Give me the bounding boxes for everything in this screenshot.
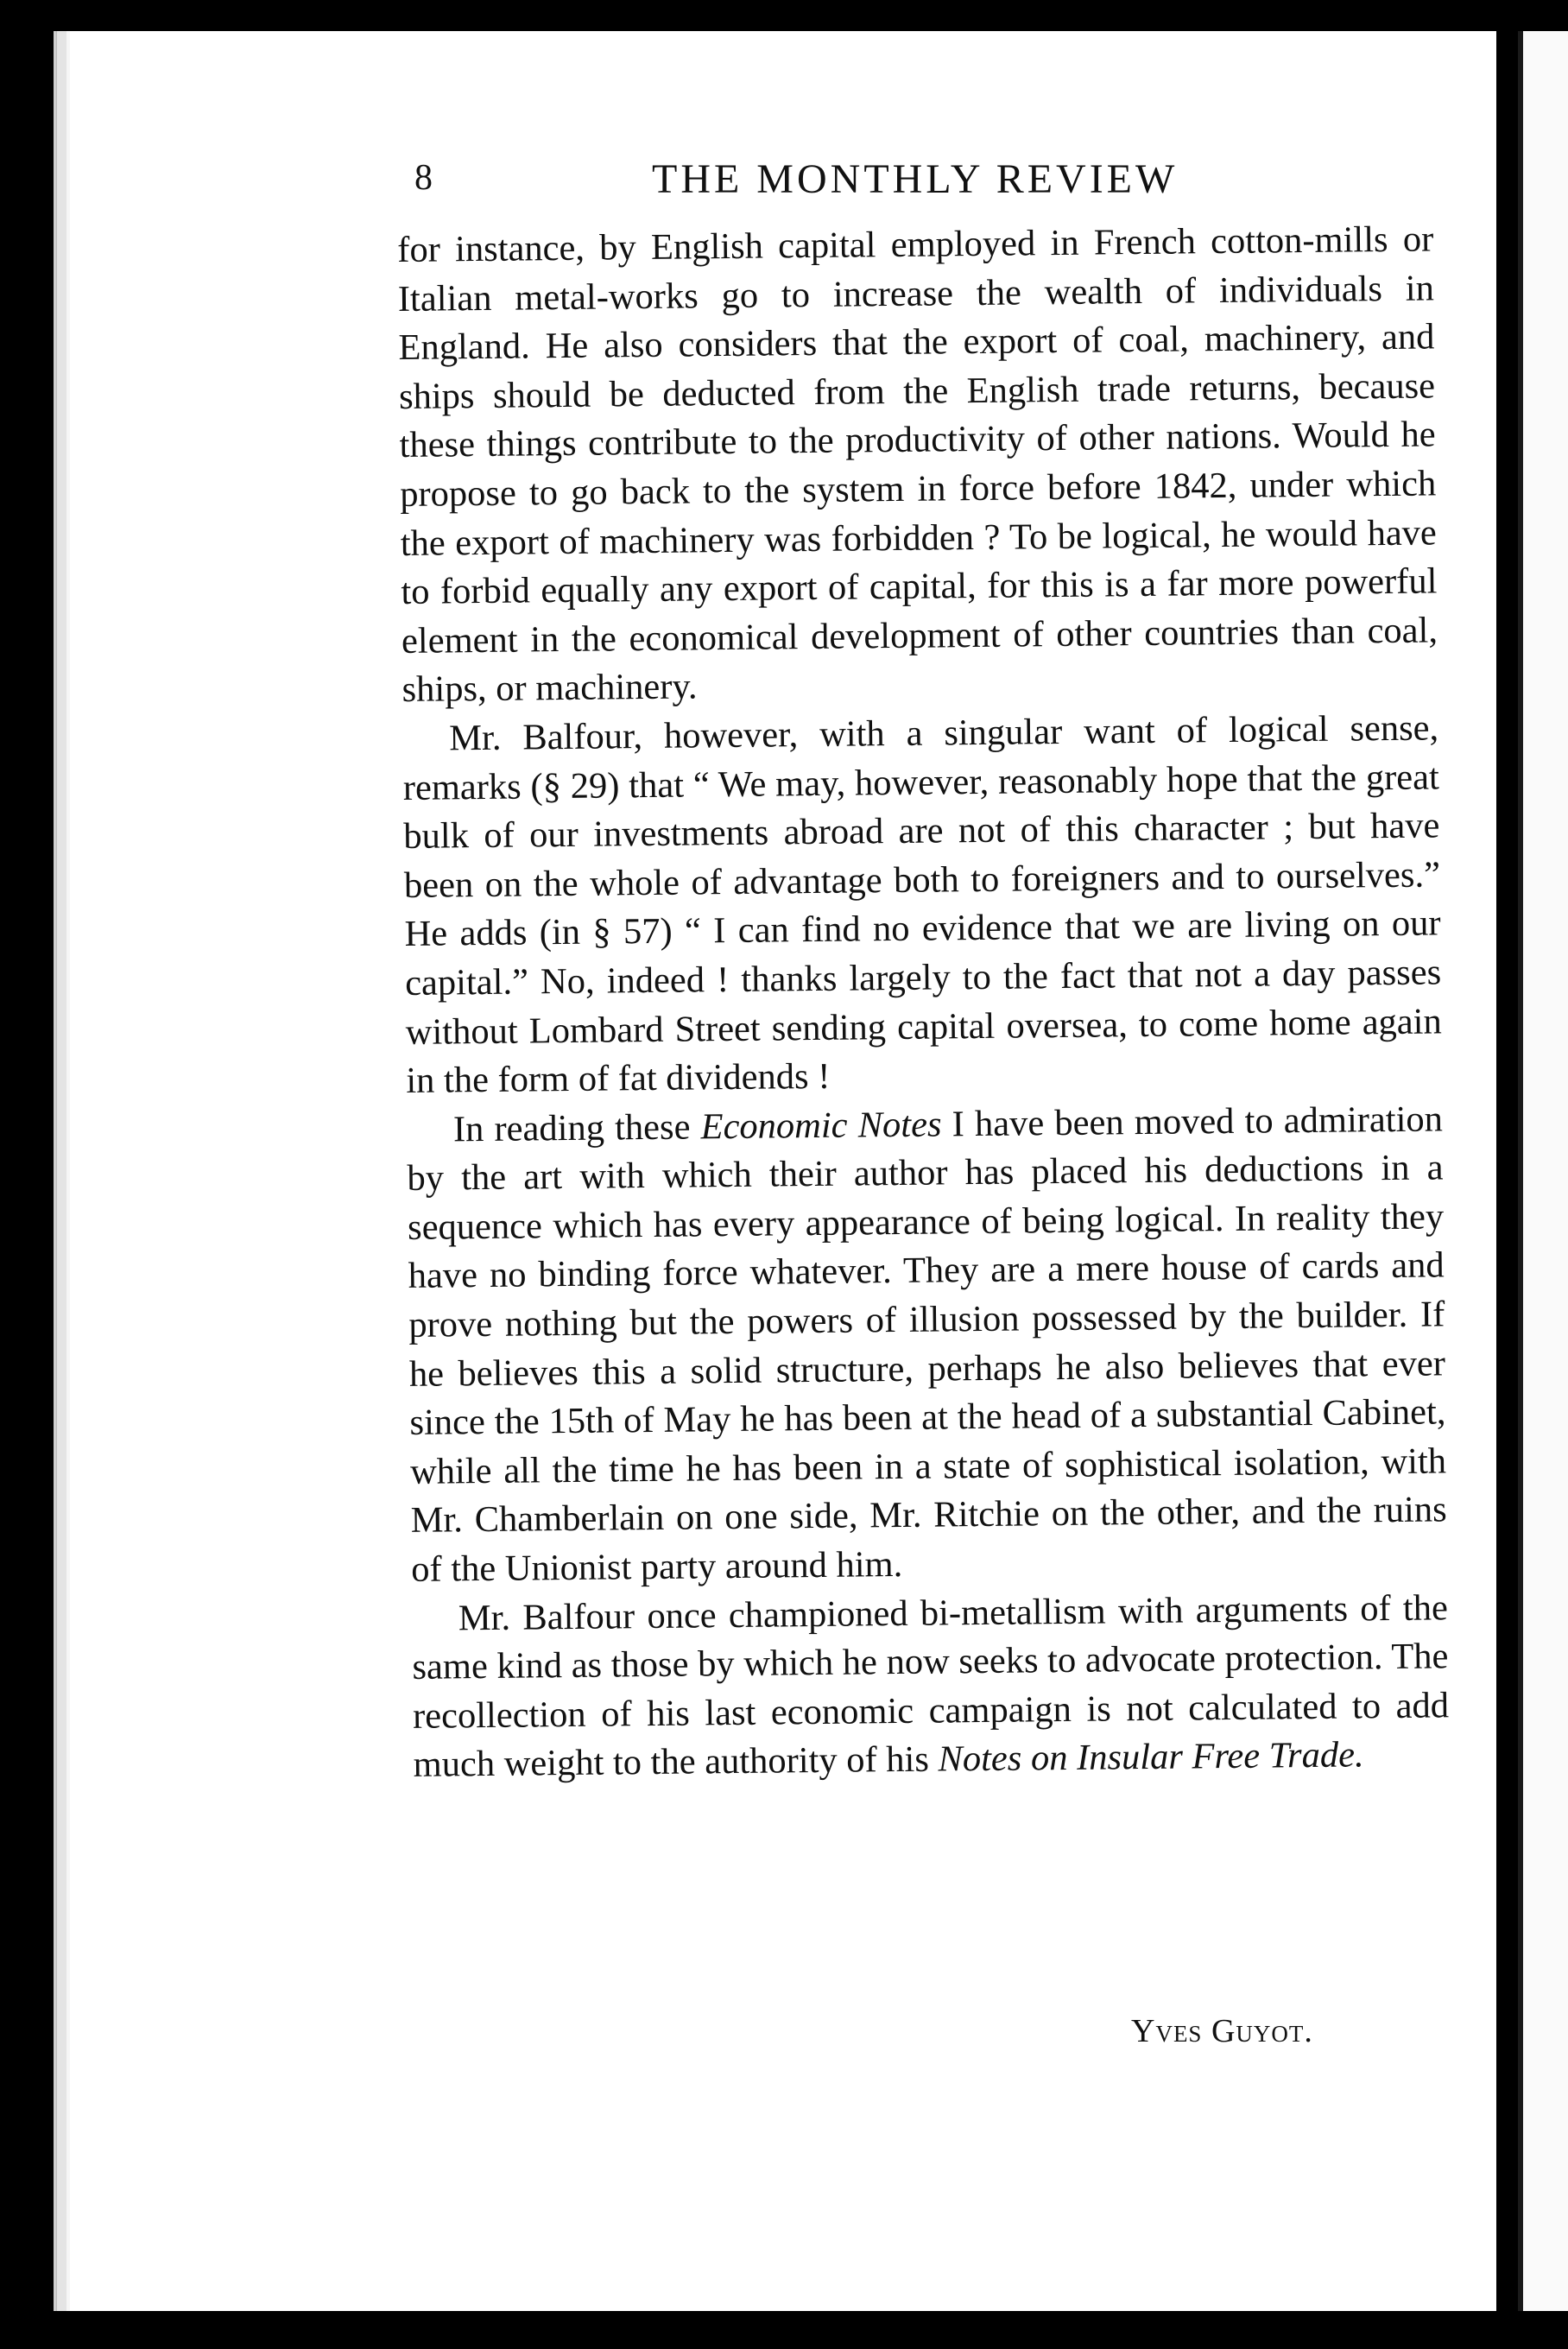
paragraph-text: for instance, by English capital employed in French cotton-mills or Italian metal-works go to increase the wealth of individuals in England. He also considers that the export of coal, machinery, and ships should be deducted from the English trade returns, because these things contribute to the productivity of other nations. Would he propose to go back to the system in force before 1842, under which the export of machinery was forbidden ? To be logical, he would have to forbid equally any export of capital, for this is a far more powerful element in the economical development of other countries than coal, ships, or machinery. (397, 218, 1438, 711)
paragraph-text: Mr. Balfour once championed bi-metallism with arguments of the same kind as those by which he now seeks to advocate protection. The recollection of his last economic campaign is not calculated to add much weight to the authority of his (412, 1586, 1450, 1786)
book-title-insular-free-trade: Notes on Insular Free Trade. (938, 1734, 1364, 1780)
paragraph-text: I have been moved to admiration by the art with which their author has placed his deductions in a sequence which has every appearance of being logical. In reality they have no binding force whatever. They are a mere house of cards and prove nothing but the powers of illusion possessed by the builder. If he believes this a solid structure, perhaps he also believes that ever since the 15th of May he has been at the head of a substantial Cabinet, while all the time he has been in a state of sophistical isolation, with Mr. Chamberlain on one side, Mr. Ritchie on the other, and the ruins of the Unionist party around him. (407, 1099, 1447, 1590)
paragraph (402, 704, 1443, 1105)
paragraph (407, 1095, 1448, 1594)
running-head: THE MONTHLY REVIEW (652, 156, 1179, 202)
author-signature: Yves Guyot. (1131, 2013, 1313, 2049)
paragraph (397, 215, 1438, 714)
paragraph-text: In reading these (452, 1106, 701, 1150)
body-text (397, 215, 1450, 1789)
page-edge (56, 31, 57, 2311)
facing-page-edge (1518, 31, 1568, 2311)
paragraph (412, 1584, 1450, 1790)
book-title-economic-notes: Economic Notes (700, 1104, 942, 1148)
paragraph-text: Mr. Balfour, however, with a singular want of logical sense, remarks (§ 29) that “ We may, however, reasonably hope that the great bulk of our investments abroad are not of this character ; but have been on the whole of advantage both to foreigners and to ourselves.” He adds (in § 57) “ I can find no evidence that we are living on our capital.” No, indeed ! thanks largely to the fact that not a day passes without Lombard Street sending capital oversea, to come home again in the form of fat dividends ! (402, 707, 1442, 1102)
page-number: 8 (414, 158, 433, 198)
page-header (414, 154, 1364, 214)
